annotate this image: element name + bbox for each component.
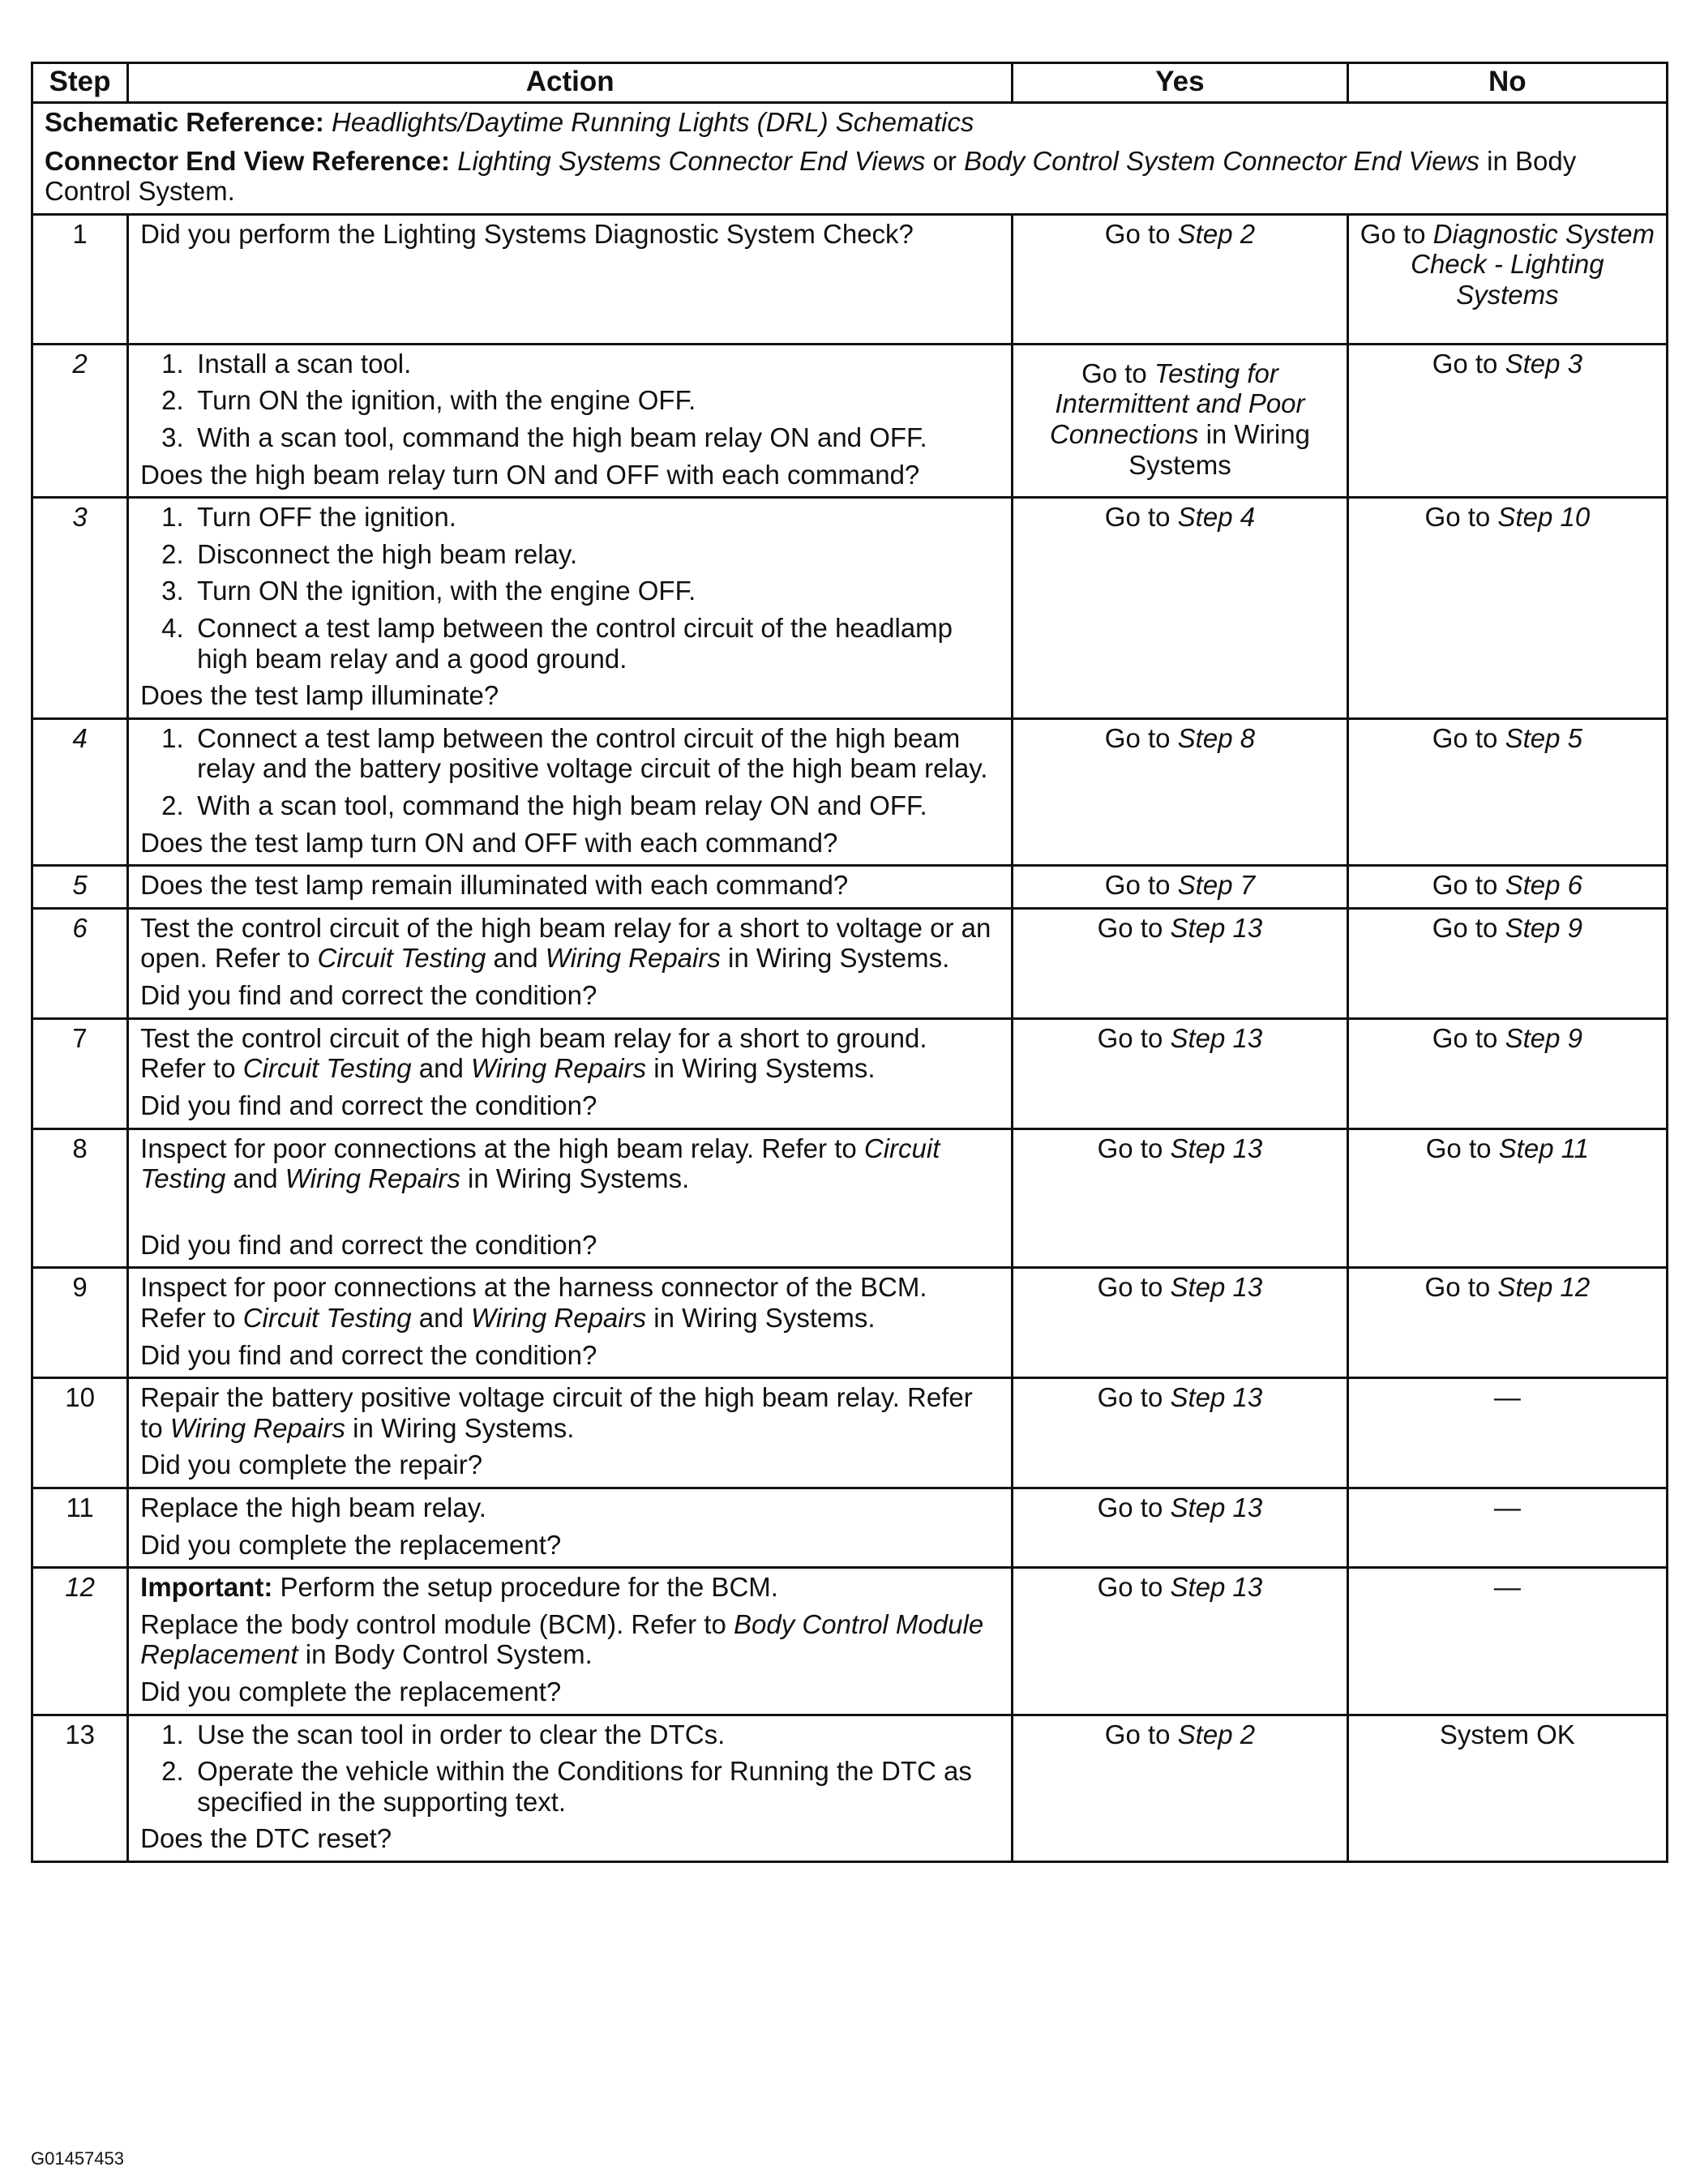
action-cell: [128, 1715, 1013, 1861]
step-number: 3: [32, 498, 128, 719]
action-cell: [128, 1378, 1013, 1488]
no-cell: —: [1347, 1488, 1667, 1568]
yes-cell: Go to Step 13: [1013, 1568, 1348, 1715]
no-cell: Go to Diagnostic System Check - Lighting Systems: [1347, 214, 1667, 344]
table-row: [32, 1568, 1668, 1715]
step-number: 12: [32, 1568, 128, 1715]
yes-cell: Go to Step 13: [1013, 1128, 1348, 1268]
yes-cell: Go to Step 2: [1013, 1715, 1348, 1861]
action-cell: [128, 866, 1013, 909]
action-cell: [128, 214, 1013, 344]
step-number: 10: [32, 1378, 128, 1488]
yes-cell: Go to Testing for Intermittent and Poor Connections in Wiring Systems: [1013, 344, 1348, 497]
list-item: 3. With a scan tool, command the high beam relay ON and OFF.: [161, 422, 927, 452]
table-row: [32, 214, 1668, 344]
step-number: 1: [32, 214, 128, 344]
no-cell: Go to Step 3: [1347, 344, 1667, 497]
ref-link[interactable]: Circuit Testing: [242, 1053, 412, 1084]
no-cell: Go to Step 11: [1347, 1128, 1667, 1268]
list-item: 2. Disconnect the high beam relay.: [161, 538, 578, 569]
action-list: [140, 502, 1000, 674]
no-cell: Go to Step 10: [1347, 498, 1667, 719]
no-link[interactable]: Step 10: [1497, 502, 1591, 533]
yes-link[interactable]: Step 13: [1170, 1133, 1263, 1163]
no-link[interactable]: Step 6: [1505, 870, 1583, 901]
ref-link[interactable]: Wiring Repairs: [545, 943, 721, 974]
action-question: Does the test lamp remain illuminated with each command?: [140, 870, 849, 901]
yes-link[interactable]: Step 13: [1170, 1022, 1263, 1053]
ref-link[interactable]: Body Control Module Replacement: [140, 1608, 984, 1670]
no-link[interactable]: Step 3: [1505, 348, 1583, 379]
action-question: Did you find and correct the condition?: [140, 1229, 597, 1260]
yes-cell: Go to Step 2: [1013, 214, 1348, 344]
action-instruction: Replace the body control module (BCM). Refer to Body Control Module Replacement in Body Control System.: [140, 1608, 984, 1670]
table-row: [32, 908, 1668, 1018]
connector-reference: Connector End View Reference: Lighting Systems Connector End Views or Body Control System Connector End Views in Body Control System.: [45, 145, 1577, 207]
action-question: Did you complete the repair?: [140, 1450, 483, 1480]
reference-row: [32, 102, 1668, 214]
yes-link[interactable]: Step 13: [1170, 912, 1263, 943]
step-number: 11: [32, 1488, 128, 1568]
ref-link[interactable]: Wiring Repairs: [471, 1302, 647, 1333]
table-row: [32, 1128, 1668, 1268]
table-row: [32, 1018, 1668, 1128]
ref-link[interactable]: Wiring Repairs: [285, 1163, 460, 1194]
action-question: Does the DTC reset?: [140, 1823, 392, 1854]
step-number: 8: [32, 1128, 128, 1268]
step-number: 9: [32, 1268, 128, 1378]
yes-link[interactable]: Step 2: [1177, 1719, 1256, 1749]
step-number: 4: [32, 718, 128, 865]
action-question: Did you complete the replacement?: [140, 1529, 562, 1560]
table-row: [32, 498, 1668, 719]
ref-link[interactable]: Circuit Testing: [242, 1302, 412, 1333]
action-question: Did you find and correct the condition?: [140, 980, 597, 1011]
yes-link[interactable]: Step 7: [1177, 870, 1256, 901]
ref-link[interactable]: Circuit Testing: [317, 943, 486, 974]
list-item: 3. Turn ON the ignition, with the engine OFF.: [161, 576, 696, 606]
yes-link[interactable]: Step 13: [1170, 1272, 1263, 1303]
action-instruction: Test the control circuit of the high beam relay for a short to ground. Refer to Circuit Testing and Wiring Repairs in Wiring Systems.: [140, 1022, 927, 1084]
list-item: 4. Connect a test lamp between the control circuit of the headlamp high beam relay and a good ground.: [161, 612, 953, 674]
list-item: 1. Turn OFF the ignition.: [161, 502, 456, 533]
diagnostic-table: [31, 62, 1668, 1863]
table-row: [32, 866, 1668, 909]
important-note: Important: Perform the setup procedure for the BCM.: [140, 1572, 778, 1603]
step-number: 2: [32, 344, 128, 497]
table-row: [32, 1378, 1668, 1488]
figure-id: G01457453: [31, 2148, 124, 2169]
no-cell: Go to Step 5: [1347, 718, 1667, 865]
yes-link[interactable]: Step 13: [1170, 1492, 1263, 1522]
header-action: Action: [128, 63, 1013, 103]
yes-link[interactable]: Testing for Intermittent and Poor Connections: [1049, 358, 1305, 449]
yes-cell: Go to Step 13: [1013, 1018, 1348, 1128]
step-number: 13: [32, 1715, 128, 1861]
yes-cell: Go to Step 13: [1013, 1488, 1348, 1568]
no-cell: —: [1347, 1378, 1667, 1488]
header-row: [32, 63, 1668, 103]
no-link[interactable]: Diagnostic System Check - Lighting Systems: [1411, 218, 1655, 310]
action-cell: [128, 908, 1013, 1018]
action-question: Did you complete the replacement?: [140, 1677, 562, 1707]
action-question: Does the test lamp turn ON and OFF with each command?: [140, 827, 838, 858]
action-list: [140, 723, 1000, 821]
table-row: [32, 344, 1668, 497]
action-question: Did you find and correct the condition?: [140, 1339, 597, 1370]
yes-link[interactable]: Step 4: [1177, 502, 1256, 533]
reference-cell: [32, 102, 1668, 214]
action-question: Did you perform the Lighting Systems Diagnostic System Check?: [140, 218, 914, 249]
action-cell: [128, 1488, 1013, 1568]
table-row: [32, 1488, 1668, 1568]
header-step: Step: [32, 63, 128, 103]
no-link[interactable]: Step 12: [1497, 1272, 1591, 1303]
action-question: Does the test lamp illuminate?: [140, 680, 499, 711]
action-cell: [128, 1568, 1013, 1715]
no-link[interactable]: Step 11: [1498, 1133, 1589, 1163]
list-item: 2. Turn ON the ignition, with the engine OFF.: [161, 385, 696, 416]
no-cell: System OK: [1347, 1715, 1667, 1861]
yes-cell: Go to Step 8: [1013, 718, 1348, 865]
action-list: [140, 349, 1000, 453]
yes-cell: Go to Step 13: [1013, 1378, 1348, 1488]
ref-link[interactable]: Circuit Testing: [140, 1133, 940, 1194]
no-cell: Go to Step 9: [1347, 908, 1667, 1018]
no-link[interactable]: Step 9: [1505, 912, 1583, 943]
yes-cell: Go to Step 13: [1013, 1268, 1348, 1378]
list-item: 2. With a scan tool, command the high beam relay ON and OFF.: [161, 790, 927, 821]
schematic-reference: Schematic Reference: Headlights/Daytime Running Lights (DRL) Schematics: [45, 106, 974, 137]
action-instruction: Repair the battery positive voltage circuit of the high beam relay. Refer to Wiring Repairs in Wiring Systems.: [140, 1382, 973, 1443]
action-instruction: Test the control circuit of the high beam relay for a short to voltage or an open. Refer to Circuit Testing and Wiring Repairs in Wiring Systems.: [140, 912, 991, 974]
action-list: [140, 1719, 1000, 1818]
yes-link[interactable]: Step 8: [1177, 722, 1256, 753]
no-link[interactable]: Step 5: [1505, 722, 1583, 753]
table-row: [32, 1715, 1668, 1861]
no-cell: Go to Step 6: [1347, 866, 1667, 909]
step-number: 5: [32, 866, 128, 909]
action-instruction: Inspect for poor connections at the high beam relay. Refer to Circuit Testing and Wiring Repairs in Wiring Systems.: [140, 1133, 940, 1194]
yes-cell: Go to Step 13: [1013, 908, 1348, 1018]
action-cell: [128, 1128, 1013, 1268]
yes-cell: Go to Step 7: [1013, 866, 1348, 909]
list-item: 1. Use the scan tool in order to clear the DTCs.: [161, 1719, 726, 1749]
header-yes: Yes: [1013, 63, 1348, 103]
action-instruction: Inspect for poor connections at the harness connector of the BCM. Refer to Circuit Testing and Wiring Repairs in Wiring Systems.: [140, 1272, 927, 1333]
action-cell: [128, 1268, 1013, 1378]
action-cell: [128, 498, 1013, 719]
list-item: 1. Connect a test lamp between the control circuit of the high beam relay and the battery positive voltage circuit of the high beam relay.: [161, 722, 988, 784]
action-question: Did you find and correct the condition?: [140, 1090, 597, 1120]
ref-link[interactable]: Wiring Repairs: [471, 1053, 647, 1084]
yes-link[interactable]: Step 13: [1170, 1382, 1263, 1413]
no-cell: —: [1347, 1568, 1667, 1715]
action-cell: [128, 1018, 1013, 1128]
list-item: 2. Operate the vehicle within the Conditions for Running the DTC as specified in the supporting text.: [161, 1756, 972, 1817]
step-number: 6: [32, 908, 128, 1018]
ref-link[interactable]: Wiring Repairs: [169, 1412, 345, 1443]
action-instruction: Replace the high beam relay.: [140, 1492, 486, 1522]
no-cell: Go to Step 9: [1347, 1018, 1667, 1128]
yes-link[interactable]: Step 2: [1177, 218, 1256, 249]
action-cell: [128, 718, 1013, 865]
header-no: No: [1347, 63, 1667, 103]
yes-link[interactable]: Step 13: [1170, 1572, 1263, 1603]
no-cell: Go to Step 12: [1347, 1268, 1667, 1378]
no-link[interactable]: Step 9: [1505, 1022, 1583, 1053]
action-question: Does the high beam relay turn ON and OFF with each command?: [140, 459, 920, 490]
list-item: 1. Install a scan tool.: [161, 348, 412, 379]
table-row: [32, 718, 1668, 865]
table-row: [32, 1268, 1668, 1378]
yes-cell: Go to Step 4: [1013, 498, 1348, 719]
action-cell: [128, 344, 1013, 497]
step-number: 7: [32, 1018, 128, 1128]
